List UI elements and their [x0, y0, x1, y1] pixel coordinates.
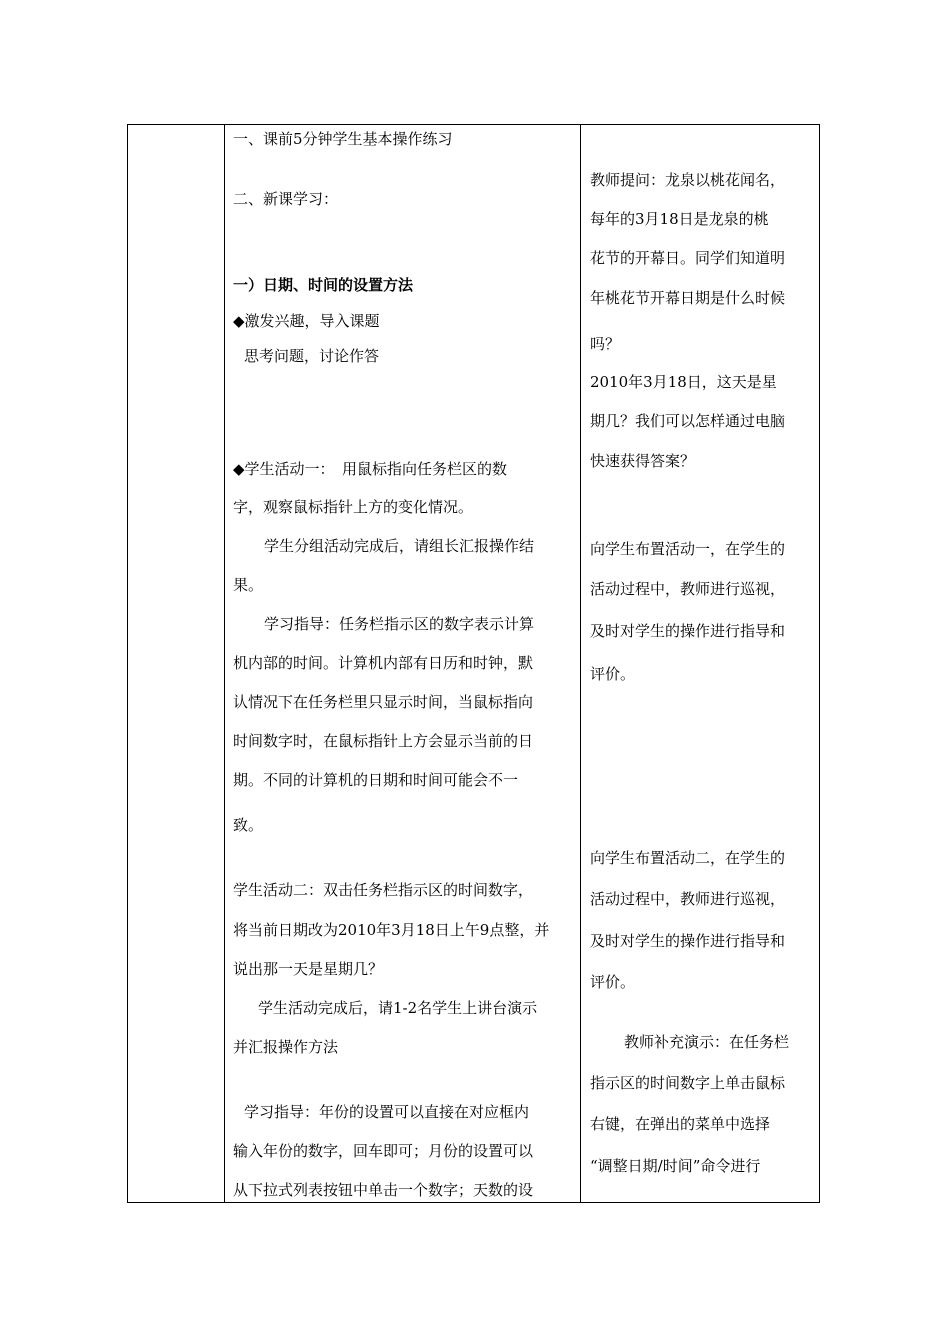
middle-text-line: 学习指导：任务栏指示区的数字表示计算 — [264, 615, 535, 633]
right-text-line: 向学生布置活动一，在学生的 — [590, 540, 786, 558]
right-text-line: 教师提问：龙泉以桃花闻名， — [590, 171, 786, 189]
middle-text-line: ◆学生活动一： 用鼠标指向任务栏区的数 — [233, 460, 508, 478]
right-text-line: 右键，在弹出的菜单中选择 — [590, 1115, 771, 1133]
middle-text-line: 将当前日期改为2010年3月18日上午9点整，并 — [233, 921, 550, 939]
right-text-line: 及时对学生的操作进行指导和 — [590, 932, 786, 950]
right-text-line: 年桃花节开幕日期是什么时候 — [590, 289, 786, 307]
middle-text-line: 输入年份的数字，回车即可；月份的设置可以 — [233, 1142, 534, 1160]
right-text-line: 吗？ — [590, 335, 621, 353]
middle-text-line: 说出那一天是星期几？ — [233, 960, 384, 978]
middle-text-line: 学生活动二：双击任务栏指示区的时间数字， — [233, 881, 534, 899]
right-text-line: 每年的3月18日是龙泉的桃 — [590, 210, 769, 228]
middle-text-line: 学生活动完成后，请1-2名学生上讲台演示 — [258, 999, 538, 1017]
middle-text-line: 时间数字时，在鼠标指针上方会显示当前的日 — [233, 732, 534, 750]
right-text-line: “调整日期/时间”命令进行 — [590, 1157, 761, 1175]
column-divider-right — [580, 125, 581, 1202]
middle-text-line: 从下拉式列表按钮中单击一个数字；天数的设 — [233, 1181, 534, 1199]
right-text-line: 向学生布置活动二，在学生的 — [590, 849, 786, 867]
middle-text-line: 认情况下在任务栏里只显示时间，当鼠标指向 — [233, 693, 534, 711]
middle-text-line: 致。 — [233, 816, 264, 834]
right-text-line: 指示区的时间数字上单击鼠标 — [590, 1074, 786, 1092]
right-text-line: 快速获得答案？ — [590, 452, 696, 470]
right-text-line: 评价。 — [590, 665, 636, 683]
right-text-line: 2010年3月18日，这天是星 — [590, 373, 777, 391]
lesson-table — [127, 124, 820, 1203]
middle-text-line: 一、课前5分钟学生基本操作练习 — [233, 130, 453, 148]
middle-text-line: 学生分组活动完成后，请组长汇报操作结 — [264, 537, 535, 555]
middle-text-line: ◆激发兴趣，导入课题 — [233, 312, 380, 330]
middle-text-line: 学习指导：年份的设置可以直接在对应框内 — [244, 1103, 530, 1121]
right-text-line: 花节的开幕日。同学们知道明 — [590, 249, 786, 267]
right-text-line: 评价。 — [590, 973, 636, 991]
right-text-line: 教师补充演示：在任务栏 — [624, 1033, 790, 1051]
column-divider-left — [224, 125, 225, 1202]
middle-text-line: 二、新课学习： — [233, 190, 339, 208]
right-text-line: 活动过程中，教师进行巡视， — [590, 890, 786, 908]
section-heading: 一）日期、时间的设置方法 — [233, 276, 414, 294]
right-text-line: 期几？我们可以怎样通过电脑 — [590, 412, 786, 430]
middle-text-line: 机内部的时间。计算机内部有日历和时钟，默 — [233, 654, 534, 672]
middle-text-line: 并汇报操作方法 — [233, 1038, 339, 1056]
right-text-line: 及时对学生的操作进行指导和 — [590, 622, 786, 640]
middle-text-line: 思考问题，讨论作答 — [244, 347, 380, 365]
middle-text-line: 果。 — [233, 576, 264, 594]
middle-text-line: 字，观察鼠标指针上方的变化情况。 — [233, 498, 474, 516]
right-text-line: 活动过程中，教师进行巡视， — [590, 580, 786, 598]
middle-text-line: 期。不同的计算机的日期和时间可能会不一 — [233, 771, 519, 789]
